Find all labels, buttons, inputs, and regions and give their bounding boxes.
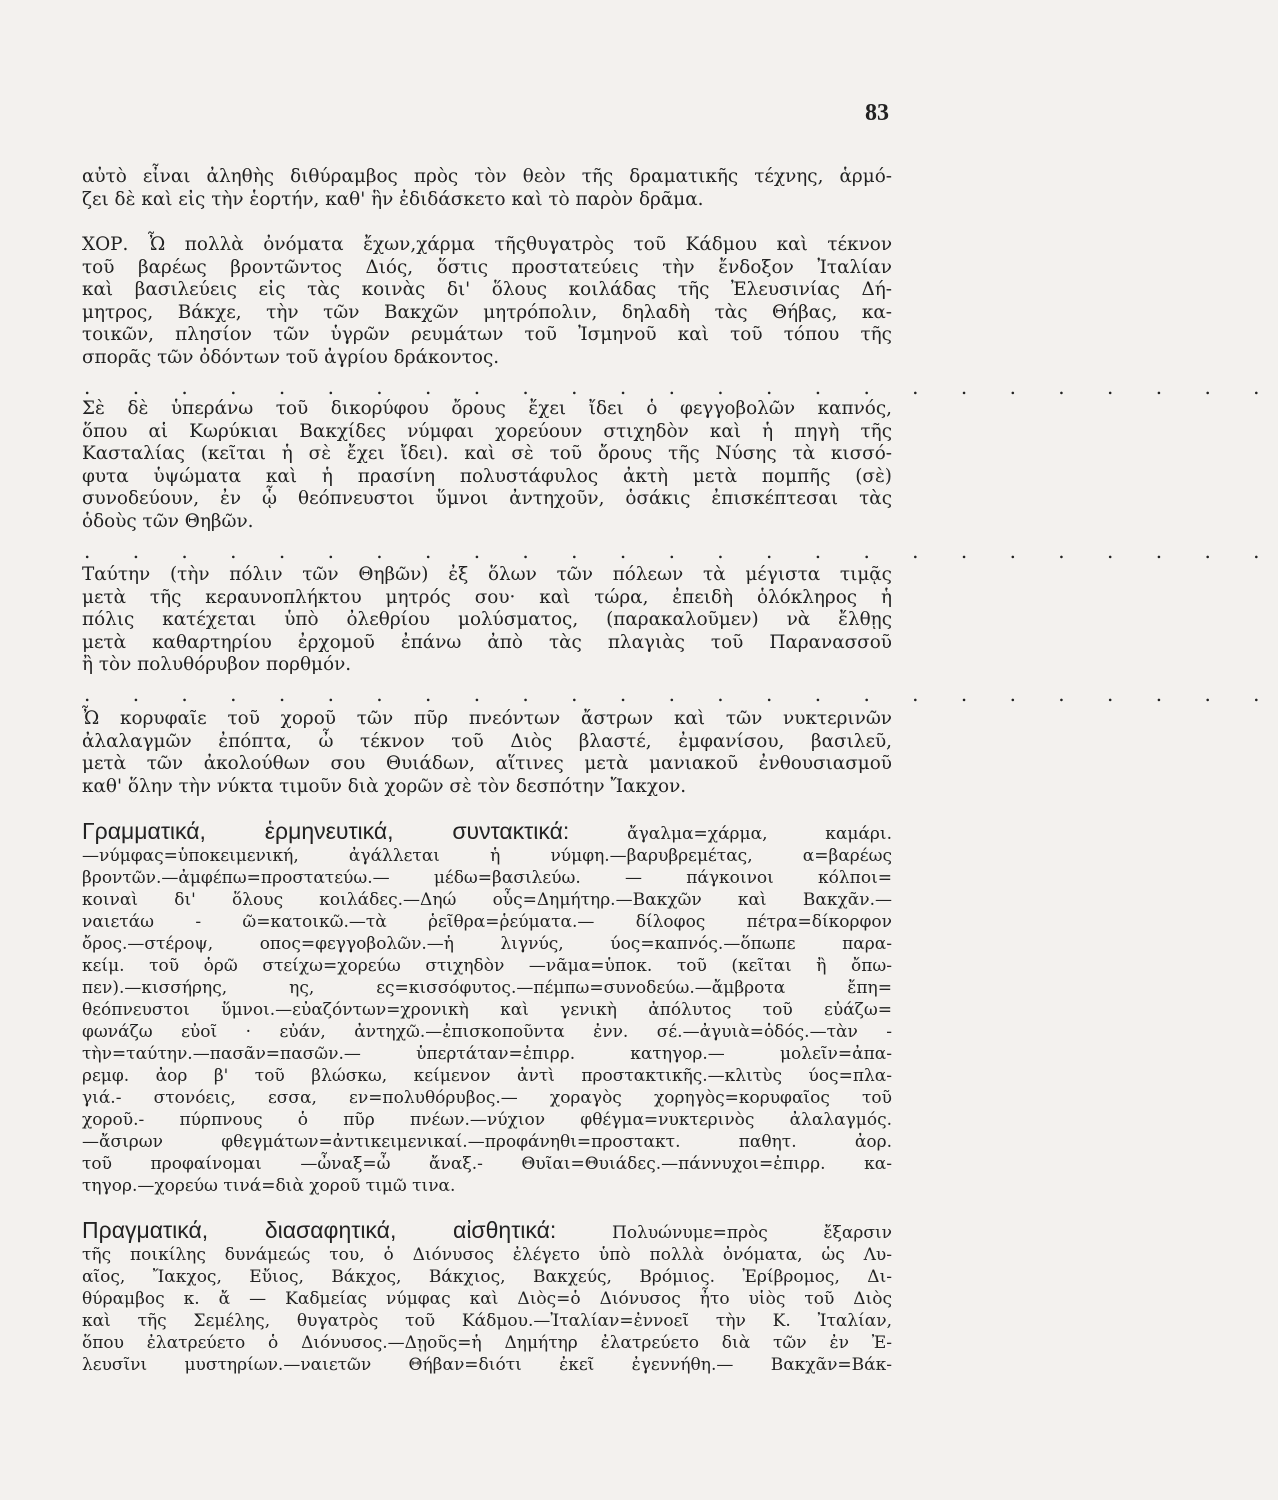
text-line: χοροῦ.- πύρπνους ὁ πῦρ πνέων.—νύχιον φθέγμα=νυκτερινὸς ἀλαλαγμός. (82, 1110, 892, 1130)
notes-first-line (82, 820, 892, 845)
stanza-1 (82, 234, 1278, 404)
pragmatika-heading: Πραγματικά, διασαφητικά, αἰσθητικά: (82, 1217, 557, 1243)
text-line: —νύμφας=ὑποκειμενική, ἀγάλλεται ἡ νύμφη.—βαρυβρεμέτας, α=βαρέως (82, 846, 892, 866)
text-line: θεόπνευστοι ὕμνοι.—εὐαζόντων=χρονικὴ καὶ γενικὴ ἀπόλυτος τοῦ εὐάζω= (82, 1000, 892, 1020)
text-line: θύραμβος κ. ἄ — Καδμείας νύμφας καὶ Διὸς=ὁ Διόνυσος ἦτο υἱὸς τοῦ Διὸς (82, 1289, 892, 1309)
text-line: βροντῶν.—ἀμφέπω=προστατεύω.— μέδω=βασιλεύω. — πάγκοινοι κόλποι= (82, 868, 892, 888)
text-line: Κασταλίας (κεῖται ἡ σὲ ἔχει ἴδει). καὶ σὲ τοῦ ὄρους τῆς Νύσης τὰ κισσό- (82, 443, 892, 465)
text-line: ἀλαλαγμῶν ἐπόπτα, ὦ τέκνον τοῦ Διὸς βλαστέ, ἐμφανίσου, βασιλεῦ, (82, 730, 892, 752)
text-line: καὶ βασιλεύεις εἰς τὰς κοινὰς δι' ὅλους κοιλάδας τῆς Ἐλευσινίας Δή- (82, 279, 892, 301)
notes-first-line (82, 1219, 892, 1244)
text-line: ὁδοὺς τῶν Θηβῶν. (82, 510, 254, 532)
text-line: φωνάζω εὐοῖ · εὐάν, ἀντηχῶ.—ἐπισκοποῦντα ἐνν. σέ.—ἀγυιὰ=ὁδός.—τὰν - (82, 1022, 892, 1042)
text-line: τὴν=ταύτην.—πασᾶν=πασῶν.— ὑπερτάταν=ἐπιρρ. κατηγορ.— μολεῖν=ἀπα- (82, 1044, 892, 1064)
text-line: μετὰ τῆς κεραυνοπλήκτου μητρός σου· καὶ τώρα, ἐπειδὴ ὁλόκληρος ἡ (82, 586, 892, 608)
text-line: πεν).—κισσήρης, ης, ες=κισσόφυτος.—πέμπω=συνοδεύω.—ἄμβροτα ἔπη= (82, 978, 892, 998)
page-number: 83 (865, 100, 889, 126)
ellipsis-divider: . . . . . . . . . . . . . . . . . . . . . . . . . (84, 538, 1278, 563)
text-line: ἄγαλμα=χάρμα, καμάρι. (627, 824, 892, 844)
text-line: τοικῶν, πλησίον τῶν ὑγρῶν ρευμάτων τοῦ Ἰσμηνοῦ καὶ τοῦ τόπου τῆς (82, 324, 892, 346)
stanza-4 (82, 708, 892, 798)
text-line: Ταύτην (τὴν πόλιν τῶν Θηβῶν) ἐξ ὅλων τῶν πόλεων τὰ μέγιστα τιμᾷς (82, 564, 892, 585)
text-line: ὅπου ἐλατρεύετο ὁ Διόνυσος.—Δῃοῦς=ἡ Δημήτηρ ἐλατρεύετο διὰ τῶν ἐν Ἐ- (82, 1333, 892, 1353)
text-line: κείμ. τοῦ ὁρῶ στείχω=χορεύω στιχηδὸν —νᾶμα=ὑποκ. τοῦ (κεῖται ἢ ὄπω- (82, 956, 892, 976)
text-line: κοιναὶ δι' ὅλους κοιλάδες.—Δηώ οὖς=Δημήτηρ.—Βακχῶν καὶ Βακχᾶν.— (82, 890, 892, 910)
text-line: συνοδεύουν, ἐν ᾧ θεόπνευστοι ὕμνοι ἀντηχοῦν, ὁσάκις ἐπισκέπτεσαι τὰς (82, 488, 892, 510)
text-line: σπορᾶς τῶν ὀδόντων τοῦ ἀγρίου δράκοντος. (82, 346, 500, 368)
ellipsis-divider: . . . . . . . . . . . . . . . . . . . . . . . . . (84, 681, 1278, 706)
text-line: Σὲ δὲ ὑπεράνω τοῦ δικορύφου ὄρους ἔχει ἴδει ὁ φεγγοβολῶν καπνός, (82, 398, 892, 419)
stanza-2 (82, 398, 1278, 568)
text-line: αὐτὸ εἶναι ἀληθὴς διθύραμβος πρὸς τὸν θεὸν τῆς δραματικῆς τέχνης, ἁρμό- (82, 166, 892, 187)
text-line: πόλις κατέχεται ὑπὸ ὀλεθρίου μολύσματος, (παρακαλοῦμεν) νὰ ἔλθῃς (82, 609, 892, 631)
text-line: μετὰ καθαρτηρίου ἐρχομοῦ ἐπάνω ἀπὸ τὰς πλαγιὰς τοῦ Παρανασσοῦ (82, 631, 892, 653)
text-line: ρεμφ. ἀορ β' τοῦ βλώσκω, κείμενον ἀντὶ προστακτικῆς.—κλιτὺς ύος=πλα- (82, 1066, 892, 1086)
text-line: ναιετάω - ῶ=κατοικῶ.—τὰ ῥεῖθρα=ῥεύματα.— δίλοφος πέτρα=δίκορφον (82, 912, 892, 932)
stanza-3 (82, 564, 1278, 711)
text-line: μετὰ τῶν ἀκολούθων σου Θυιάδων, αἵτινες μετὰ μανιακοῦ ἐνθουσιασμοῦ (82, 753, 892, 775)
text-line: ὄρος.—στέροψ, οπος=φεγγοβολῶν.—ἡ λιγνύς, ύος=καπνός.—ὅπωπε παρα- (82, 934, 892, 954)
text-line: λευσῖνι μυστηρίων.—ναιετῶν Θήβαν=διότι ἐκεῖ ἐγεννήθη.— Βακχᾶν=Βάκ- (82, 1355, 892, 1375)
text-line: Ὦ κορυφαῖε τοῦ χοροῦ τῶν πῦρ πνεόντων ἄστρων καὶ τῶν νυκτερινῶν (82, 708, 892, 729)
grammar-heading: Γραμματικά, ἑρμηνευτικά, συντακτικά: (82, 818, 570, 844)
text-line: αῖος, Ἴακχος, Εὔιος, Βάκχος, Βάκχιος, Βακχεύς, Βρόμιος. Ἐρίβρομος, Δι- (82, 1267, 892, 1287)
text-line: ζει δὲ καὶ εἰς τὴν ἑορτήν, καθ' ἣν ἐδιδάσκετο καὶ τὸ παρὸν δρᾶμα. (82, 188, 704, 210)
text-line: ἢ τὸν πολυθόρυβον πορθμόν. (82, 654, 352, 676)
text-line: —ἄσιρων φθεγμάτων=ἀντικειμενικαί.—προφάνηθι=προστακτ. παθητ. ἀορ. (82, 1132, 892, 1152)
grammar-notes (82, 820, 892, 1197)
text-line: φυτα ὑψώματα καὶ ἡ πρασίνη πολυστάφυλος ἀκτὴ μετὰ πομπῆς (σὲ) (82, 465, 892, 487)
text-line: γιά.- στονόεις, εσσα, εν=πολυθόρυβος.— χοραγὸς χορηγὸς=κορυφαῖος τοῦ (82, 1088, 892, 1108)
text-line: τῆς ποικίλης δυνάμεώς του, ὁ Διόνυσος ἐλέγετο ὑπὸ πολλὰ ὀνόματα, ὡς Λυ- (82, 1245, 892, 1265)
pragmatika-notes (82, 1219, 892, 1376)
text-line: μητρος, Βάκχε, τὴν τῶν Βακχῶν μητρόπολιν, δηλαδὴ τὰς Θήβας, κα- (82, 301, 892, 323)
text-line: καθ' ὅλην τὴν νύκτα τιμοῦν διὰ χορῶν σὲ τὸν δεσπότην Ἴακχον. (82, 775, 687, 797)
text-line: Πολυώνυμε=πρὸς ἔξαρσιν (612, 1223, 892, 1243)
text-line: τοῦ βαρέως βροντῶντος Διός, ὅστις προστατεύεις τὴν ἔνδοξον Ἰταλίαν (82, 256, 892, 278)
text-line: τοῦ προφαίνομαι —ὦναξ=ὦ ἄναξ.- Θυῖαι=Θυιάδες.—πάννυχοι=ἐπιρρ. κα- (82, 1154, 892, 1174)
text-line: ὅπου αἱ Κωρύκιαι Βακχίδες νύμφαι χορεύουν στιχηδὸν καὶ ἡ πηγὴ τῆς (82, 420, 892, 442)
text-line: ΧΟΡ. Ὦ πολλὰ ὀνόματα ἔχων,χάρμα τῆςθυγατρὸς τοῦ Κάδμου καὶ τέκνον (82, 234, 892, 255)
ellipsis-divider: . . . . . . . . . . . . . . . . . . . . . . . . . (84, 374, 1278, 399)
text-line: καὶ τῆς Σεμέλης, θυγατρὸς τοῦ Κάδμου.—Ἰταλίαν=ἐννοεῖ τὴν Κ. Ἰταλίαν, (82, 1311, 892, 1331)
intro-paragraph (82, 166, 892, 211)
text-line: τηγορ.—χορεύω τινά=διὰ χοροῦ τιμῶ τινα. (82, 1176, 456, 1196)
